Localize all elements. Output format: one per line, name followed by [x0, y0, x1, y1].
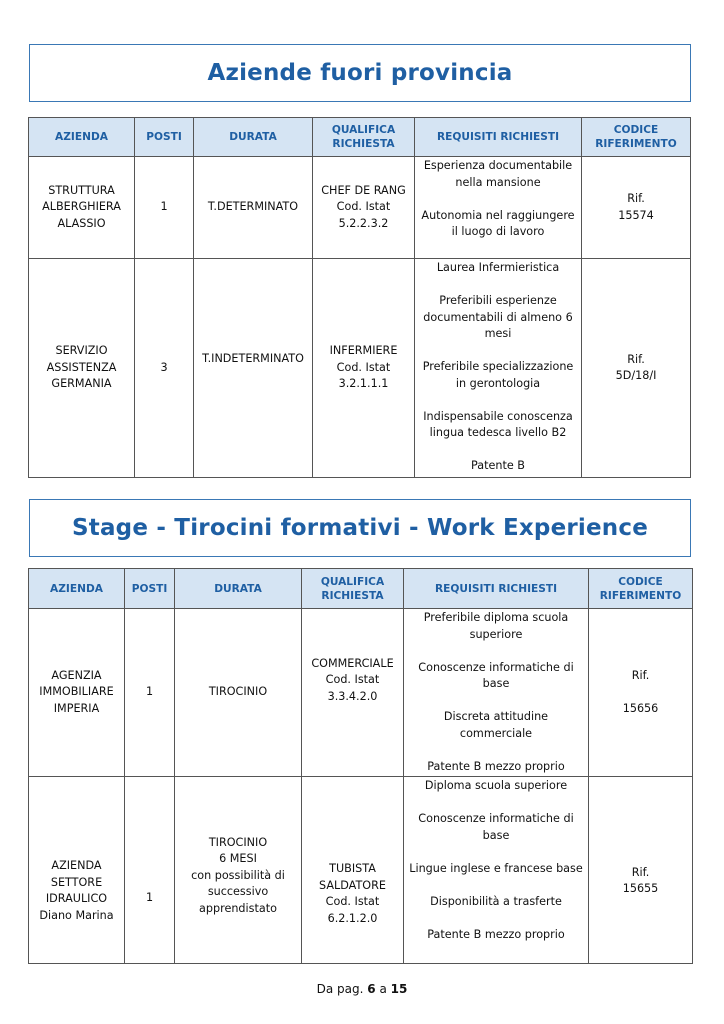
requirement-item: Laurea Infermieristica — [436, 261, 560, 274]
header-requisiti: REQUISITI RICHIESTI — [404, 569, 589, 609]
cell-posti: 1 — [125, 609, 175, 777]
table-row — [29, 777, 693, 964]
cell-codice: Rif. 15655 — [589, 777, 693, 964]
cell-requisiti — [415, 259, 582, 478]
cell-posti: 1 — [125, 777, 175, 964]
job-table-stage-tirocini — [28, 568, 693, 964]
header-posti: POSTI — [135, 118, 194, 157]
header-durata: DURATA — [194, 118, 313, 157]
cell-qualifica: TUBISTA SALDATORE Cod. Istat 6.2.1.2.0 — [302, 777, 404, 964]
requirement-item: Lingue inglese e francese base — [409, 861, 583, 875]
requirement-item: Preferibili esperienze documentabili di almeno 6 mesi — [423, 294, 573, 340]
cell-requisiti — [404, 609, 589, 777]
requirement-item: Disponibilità a trasferte — [430, 894, 562, 908]
cell-qualifica: CHEF DE RANG Cod. Istat 5.2.2.3.2 — [313, 157, 415, 259]
cell-azienda: AGENZIA IMMOBILIARE IMPERIA — [29, 609, 125, 777]
cell-qualifica: COMMERCIALE Cod. Istat 3.3.4.2.0 — [302, 609, 404, 777]
table-row — [29, 259, 691, 478]
table-row — [29, 157, 691, 259]
requirement-item: Preferibile specializzazione in gerontologia — [422, 360, 574, 390]
table-header-row — [29, 569, 693, 609]
header-requisiti: REQUISITI RICHIESTI — [415, 118, 582, 157]
cell-durata: TIROCINIO 6 MESI con possibilità di successivo apprendistato — [175, 777, 302, 964]
header-codice: CODICE RIFERIMENTO — [582, 118, 691, 157]
cell-qualifica: INFERMIERE Cod. Istat 3.2.1.1.1 — [313, 259, 415, 478]
requirement-item: Patente B mezzo proprio — [427, 759, 565, 773]
requirement-item: Patente B mezzo proprio — [427, 927, 565, 941]
requirement-item: Preferibile diploma scuola superiore — [423, 611, 569, 641]
cell-requisiti — [415, 157, 582, 259]
requirement-item: Autonomia nel raggiungere il luogo di lavoro — [421, 208, 575, 238]
cell-codice: Rif. 15656 — [589, 609, 693, 777]
table-header-row — [29, 118, 691, 157]
header-qualifica: QUALIFICA RICHIESTA — [313, 118, 415, 157]
cell-posti: 3 — [135, 259, 194, 478]
cell-durata: T.INDETERMINATO — [194, 259, 313, 478]
footer-separator: a — [379, 982, 387, 996]
requirement-item: Diploma scuola superiore — [424, 779, 568, 792]
section-title-box — [29, 44, 691, 102]
cell-azienda: STRUTTURA ALBERGHIERA ALASSIO — [29, 157, 135, 259]
job-table-outside-province — [28, 117, 691, 478]
section-title: Stage - Tirocini formativi - Work Experience — [72, 515, 648, 541]
cell-azienda: AZIENDA SETTORE IDRAULICO Diano Marina — [29, 777, 125, 964]
requirement-item: Indispensabile conoscenza lingua tedesca livello B2 — [423, 409, 573, 439]
cell-codice: Rif. 5D/18/I — [582, 259, 691, 478]
header-qualifica: QUALIFICA RICHIESTA — [302, 569, 404, 609]
cell-requisiti — [404, 777, 589, 964]
footer-total-pages: 15 — [390, 982, 408, 996]
cell-durata: T.DETERMINATO — [194, 157, 313, 259]
header-posti: POSTI — [125, 569, 175, 609]
cell-posti: 1 — [135, 157, 194, 259]
footer-prefix: Da pag. — [316, 982, 364, 996]
requirement-item: Patente B — [471, 459, 525, 472]
header-durata: DURATA — [175, 569, 302, 609]
header-azienda: AZIENDA — [29, 569, 125, 609]
header-codice: CODICE RIFERIMENTO — [589, 569, 693, 609]
table-row — [29, 609, 693, 777]
requirement-item: Discreta attitudine commerciale — [443, 710, 549, 740]
page-footer — [0, 982, 724, 996]
cell-codice: Rif. 15574 — [582, 157, 691, 259]
requirement-item: Esperienza documentabile nella mansione — [423, 159, 573, 189]
footer-page-number: 6 — [367, 982, 376, 996]
cell-azienda: SERVIZIO ASSISTENZA GERMANIA — [29, 259, 135, 478]
section-title: Aziende fuori provincia — [207, 60, 513, 86]
requirement-item: Conoscenze informatiche di base — [418, 812, 574, 842]
section-title-box — [29, 499, 691, 557]
requirement-item: Conoscenze informatiche di base — [418, 660, 574, 690]
cell-durata: TIROCINIO — [175, 609, 302, 777]
header-azienda: AZIENDA — [29, 118, 135, 157]
